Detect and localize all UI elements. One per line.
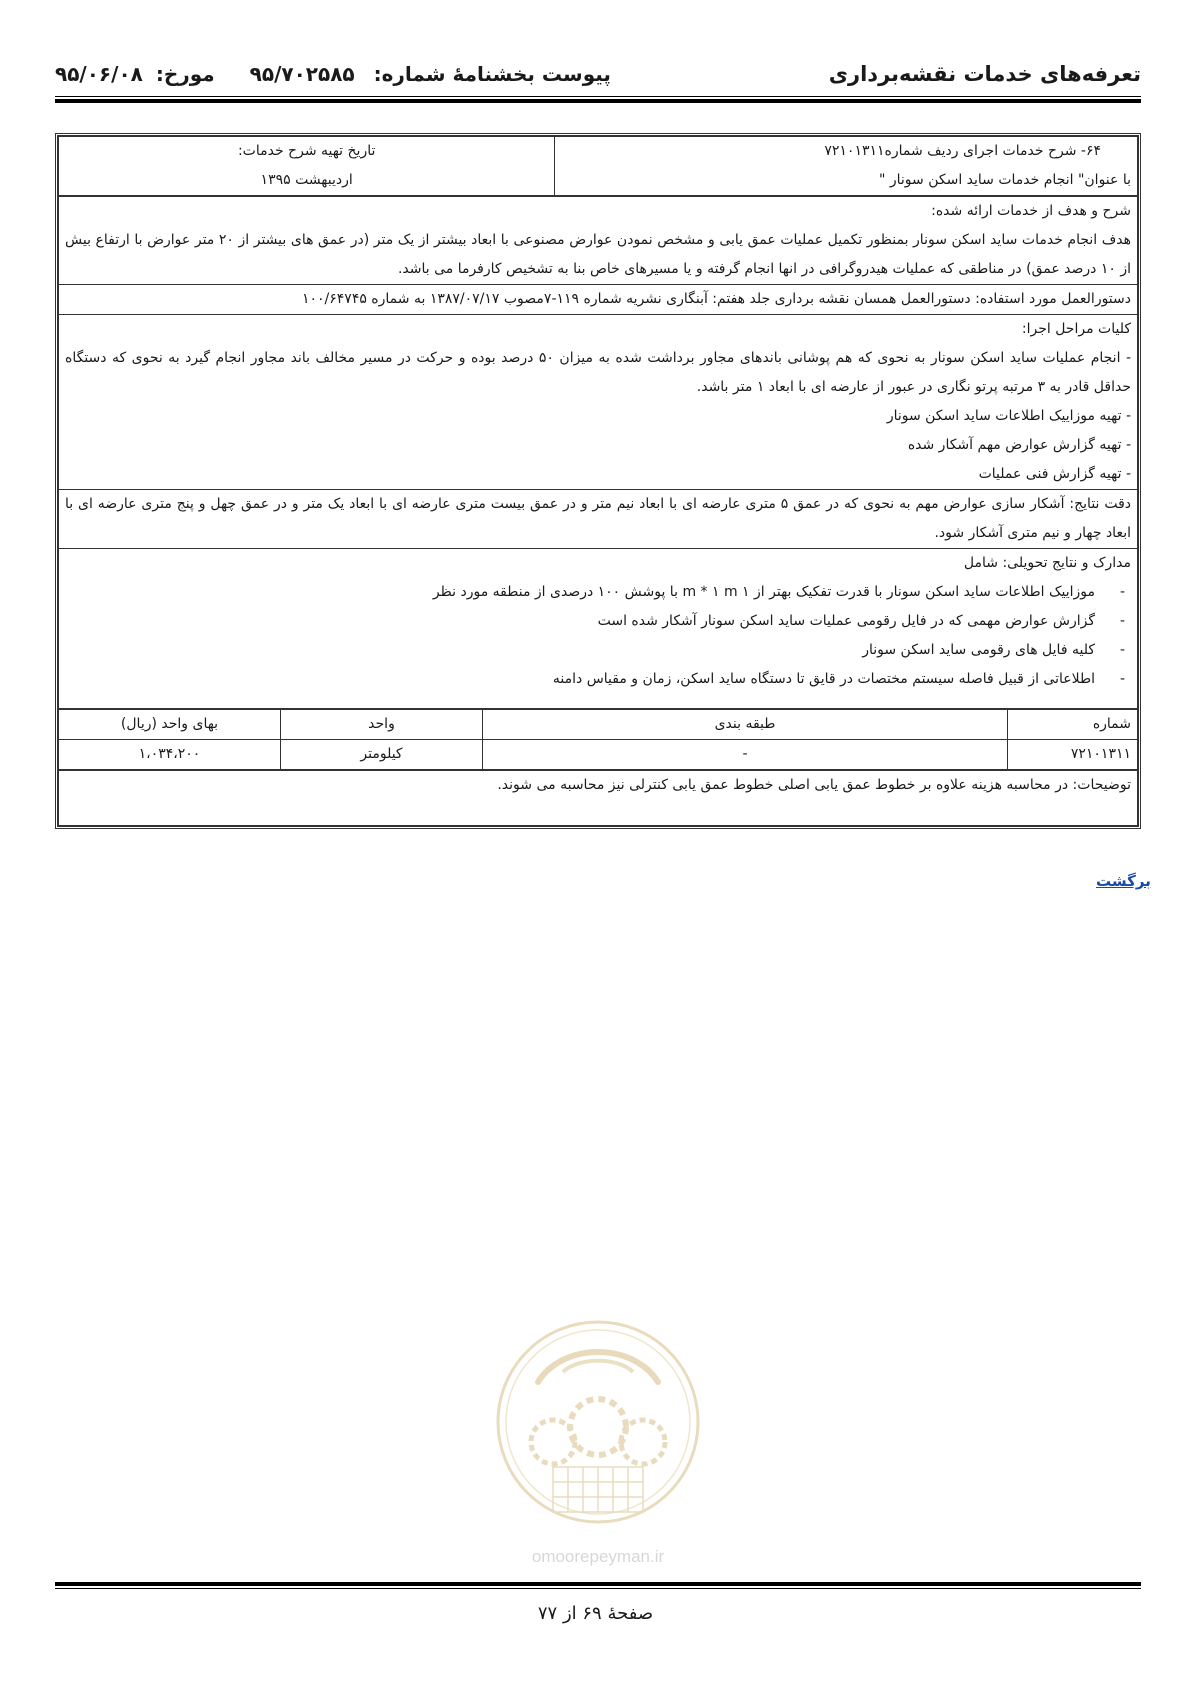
col-header-classification: طبقه بندی — [483, 710, 1008, 740]
deliverable-item: - موزاییک اطلاعات ساید اسکن سونار با قدرت تفکیک بهتر از ۱ m * ۱ m با پوشش ۱۰۰ درصدی از منطقه مورد نظر — [65, 578, 1095, 607]
stamp-url: omoorepeyman.ir — [531, 1547, 665, 1566]
prep-date-value: اردیبهشت ۱۳۹۵ — [260, 172, 353, 188]
description-heading: شرح و هدف از خدمات ارائه شده: — [931, 203, 1131, 219]
deliverable-item: - کلیه فایل های رقومی ساید اسکن سونار — [65, 636, 1095, 665]
item-subject-line: با عنوان" انجام خدمات ساید اسکن سونار " — [878, 172, 1131, 188]
deliverables-heading: مدارک و نتایج تحویلی: شامل — [963, 555, 1131, 571]
back-link[interactable]: برگشت — [1096, 872, 1151, 890]
attachment-label: پیوست بخشنامهٔ شماره: — [373, 62, 611, 86]
prep-date-label: تاریخ تهیه شرح خدمات: — [237, 143, 376, 159]
step-item: - انجام عملیات ساید اسکن سونار به نحوی که هم پوشانی باندهای مجاور برداشت شده به میزان ۵۰ درصد بوده و حرکت در مسیر مخالف باند مجاور انجام گیرد به نحوی که دستگاه حداقل قادر به ۳ مرتبه پرتو نگاری در عبور از عارضه ای با ابعاد ۱ متر باشد. — [65, 350, 1132, 395]
step-item: - تهیه موزاییک اطلاعات ساید اسکن سونار — [886, 408, 1131, 424]
steps-heading: کلیات مراحل اجرا: — [1021, 321, 1131, 337]
notes-cell — [59, 771, 1138, 826]
item-title-cell — [555, 137, 1138, 196]
page-number: صفحهٔ ۶۹ از ۷۷ — [537, 1603, 654, 1624]
instruction-text: دستورالعمل مورد استفاده: دستورالعمل همسان نقشه برداری جلد هفتم: آبنگاری نشریه شماره ۱۱۹-۷مصوب ۱۳۸۷/۰۷/۱۷ به شماره ۱۰۰/۶۴۷۴۵ — [301, 291, 1131, 307]
deliverable-item: - گزارش عوارض مهمی که در فایل رقومی عملیات ساید اسکن سونار آشکار شده است — [65, 607, 1095, 636]
stamp-graphic — [483, 1312, 713, 1572]
description-text: هدف انجام خدمات ساید اسکن سونار بمنظور تکمیل عملیات عمق یابی و مشخص نمودن عوارض مصنوعی با ابعاد بیشتر از یک متر (در عمق های بیشتر از ۲۰ متر عوارض با ارتفاع بیش از ۱۰ درصد عمق) در مناطقی که عملیات هیدروگرافی در انها انجام گرفته و یا مسیرهای خاص بنا به تشخیص کارفرما می باشد. — [65, 232, 1131, 277]
cell-number: ۷۲۱۰۱۳۱۱ — [1008, 740, 1138, 770]
deliverable-item: - اطلاعاتی از قبیل فاصله سیستم مختصات در قایق تا دستگاه ساید اسکن، زمان و مقیاس دامنه — [65, 665, 1095, 694]
col-header-number: شماره — [1008, 710, 1138, 740]
footer-rule-thick — [55, 1582, 1141, 1586]
item-date-cell — [59, 137, 555, 196]
accuracy-cell — [59, 490, 1138, 549]
step-item: - تهیه گزارش عوارض مهم آشکار شده — [907, 437, 1131, 453]
price-header-row — [59, 710, 1138, 740]
price-table — [58, 709, 1138, 770]
document-title: تعرفه‌های خدمات نقشه‌برداری — [828, 62, 1141, 86]
instruction-cell — [59, 285, 1138, 315]
steps-cell — [59, 315, 1138, 490]
notes-text: توضیحات: در محاسبه هزینه علاوه بر خطوط عمق یابی اصلی خطوط عمق یابی کنترلی نیز محاسبه می شوند. — [497, 777, 1131, 793]
circular-reference — [55, 62, 611, 86]
header-rule-thick — [55, 99, 1141, 103]
item-title-row — [59, 137, 1138, 196]
description-cell — [59, 197, 1138, 285]
service-description-table — [55, 133, 1141, 829]
date-label: مورخ: — [155, 62, 215, 86]
col-header-unit: واحد — [281, 710, 483, 740]
cell-unit: کیلومتر — [281, 740, 483, 770]
step-item: - تهیه گزارش فنی عملیات — [978, 466, 1131, 482]
cell-price: ۱،۰۳۴،۲۰۰ — [59, 740, 281, 770]
deliverables-cell — [59, 549, 1138, 709]
circular-date: ۹۵/۰۶/۰۸ — [55, 62, 143, 86]
cell-classification: - — [483, 740, 1008, 770]
item-number-line: ۶۴- شرح خدمات اجرای ردیف شماره۷۲۱۰۱۳۱۱ — [824, 143, 1101, 159]
watermark-stamp — [483, 1312, 713, 1572]
deliverables-list — [65, 578, 1131, 694]
circular-number: ۹۵/۷۰۲۵۸۵ — [249, 62, 355, 86]
header-rule-thin — [55, 96, 1141, 97]
accuracy-text: دقت نتایج: آشکار سازی عوارض مهم به نحوی که در عمق ۵ متری عارضه ای با ابعاد نیم متر و در عمق بیست متری عارضه ای با ابعاد یک متر و در عمق چهل و پنج متری عارضه ای با ابعاد چهار و نیم متری آشکار شود. — [65, 496, 1131, 541]
page-header — [55, 52, 1141, 92]
footer-rule-thin — [55, 1588, 1141, 1589]
price-row — [59, 740, 1138, 770]
col-header-price: بهای واحد (ریال) — [59, 710, 281, 740]
